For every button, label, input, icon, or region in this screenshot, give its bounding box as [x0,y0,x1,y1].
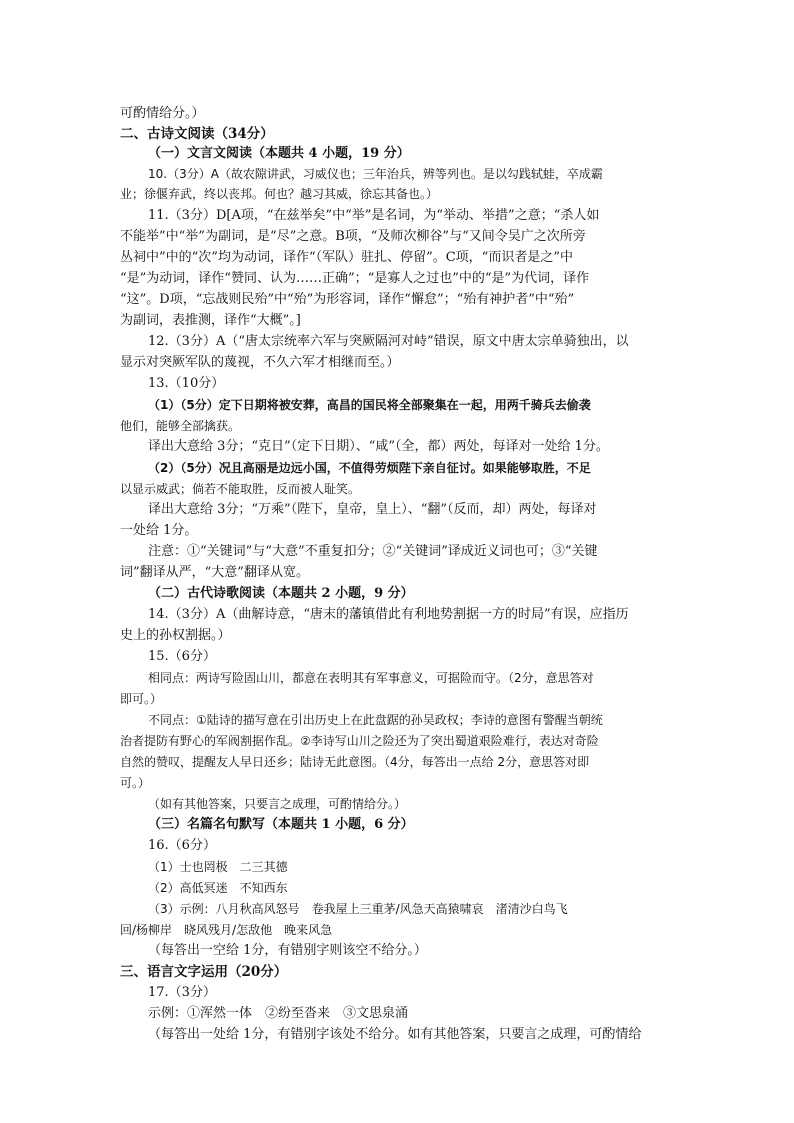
text-line: 二、古诗文阅读（34分） [120,126,274,142]
text-line: 可酌情给分。） [120,106,205,121]
text-line: 译出大意给 3分；“万乘”（陛下，皇帝，皇上）、“翻”（反而，却）两处，每译对 [148,502,597,517]
text-line: 显示对突厥军队的蔑视，不久六军才相继而至。） [120,355,400,370]
text-line: （每答出一处给 1分，有错别字该处不给分。如有其他答案，只要言之成理，可酌情给 [148,1027,642,1042]
text-line: （3）示例：八月秋高风怒号 卷我屋上三重茅/风急天高猿啸哀 渚清沙白鸟飞 [148,902,568,916]
text-line: 示例：①浑然一体 ②纷至沓来 ③文思泉涌 [148,1006,409,1021]
text-line: 史上的孙权割据。） [120,628,231,643]
text-line: “是”为动词，译作“赞同、认为……正确”；“是寡人之过也”中的“是”为代词，译作 [120,271,590,286]
text-line: 15.（6分） [148,649,216,664]
text-line: 11.（3分）D[A项，“在兹举矣”中“举”是名词，为“举动、举措”之意；“杀人如 [148,208,600,223]
text-line: 16.（6分） [148,838,216,853]
text-line: 不同点：①陆诗的描写意在引出历史上在此盘踞的孙吴政权；李诗的意图有警醒当朝统 [148,713,603,727]
text-line: 以显示威武；倘若不能取胜，反而被人耻笑。 [120,482,361,496]
text-line: （三）名篇名句默写（本题共 1 小题，6 分） [148,817,414,832]
text-line: 不能举”中“举”为副词，是“尽”之意。B项，“及师次柳谷”与“又间令吴广之次所旁 [120,229,586,244]
text-line: “这”。D项，“忘战则民殆”中“殆”为形容词，译作“懈怠”；“殆有神护者”中“殆” [120,292,575,307]
text-line: 译出大意给 3分；“克日”（定下日期）、“咸”（全，都）两处，每译对一处给 1分。 [148,439,609,454]
text-line: （2）（5分）况且高丽是边远小国，不值得劳烦陛下亲自征讨。如果能够取胜，不足 [148,461,591,475]
text-line: 为副词，表推测，译作“大概”。] [120,313,301,328]
text-line: 可。） [120,776,151,790]
text-line: 注意：①“关键词”与“大意”不重复扣分；②“关键词”译成近义词也可；③“关键 [148,544,598,559]
text-line: 自然的赞叹，提醒友人早日还乡；陆诗无此意图。（4分，每答出一点给 2分，意思答对即 [120,755,590,769]
text-line: （每答出一空给 1分，有错别字则该空不给分。） [148,943,427,958]
text-line: 即可。） [120,692,163,706]
text-line: （2）高低冥迷 不知西东 [148,881,288,895]
text-line: （1）（5分）定下日期将被安葬，高昌的国民将全部聚集在一起，用两千骑兵去偷袭 [148,398,591,412]
text-line: 业；徐偃弃武，终以丧邦。何也？越习其威，徐忘其备也。） [120,187,439,201]
text-line: 13.（10分） [148,376,225,391]
text-line: 词”翻译从严，“大意”翻译从宽。 [120,565,309,580]
text-line: 他们，能够全部擒获。 [120,419,241,433]
text-line: 相同点：两诗写险固山川，都意在表明其有军事意义，可据险而守。（2分，意思答对 [148,671,594,685]
text-line: 治者提防有野心的军阀割据作乱。②李诗写山川之险还为了突出蜀道艰险难行，表达对奇险 [120,734,599,748]
text-line: 14.（3分）A（曲解诗意，“唐末的藩镇借此有利地势割据一方的时局”有误，应指历 [148,607,629,622]
text-line: （二）古代诗歌阅读（本题共 2 小题，9 分） [148,586,414,601]
text-line: （一）文言文阅读（本题共 4 小题，19 分） [148,146,410,161]
text-line: （如有其他答案，只要言之成理，可酌情给分。） [148,797,407,811]
text-line: 三、语言文字运用（20分） [120,964,288,980]
text-line: 回/杨柳岸 晓风残月/怎敌他 晚来风急 [120,923,333,937]
text-line: 一处给 1分。 [120,523,198,538]
text-line: 17.（3分） [148,985,216,1000]
text-line: 丛祠中”中的“次”均为动词，译作“（军队）驻扎、停留”。C项，“而识者是之”中 [120,250,573,265]
text-line: 12.（3分）A（“唐太宗统率六军与突厥隔河对峙”错误，原文中唐太宗单骑独出，以 [148,334,629,349]
text-line: 10.（3分）A（故农隙讲武，习威仪也；三年治兵，辨等列也。是以勾践轼蛙，卒成霸 [148,167,603,181]
text-line: （1）士也罔极 二三其德 [148,860,288,874]
